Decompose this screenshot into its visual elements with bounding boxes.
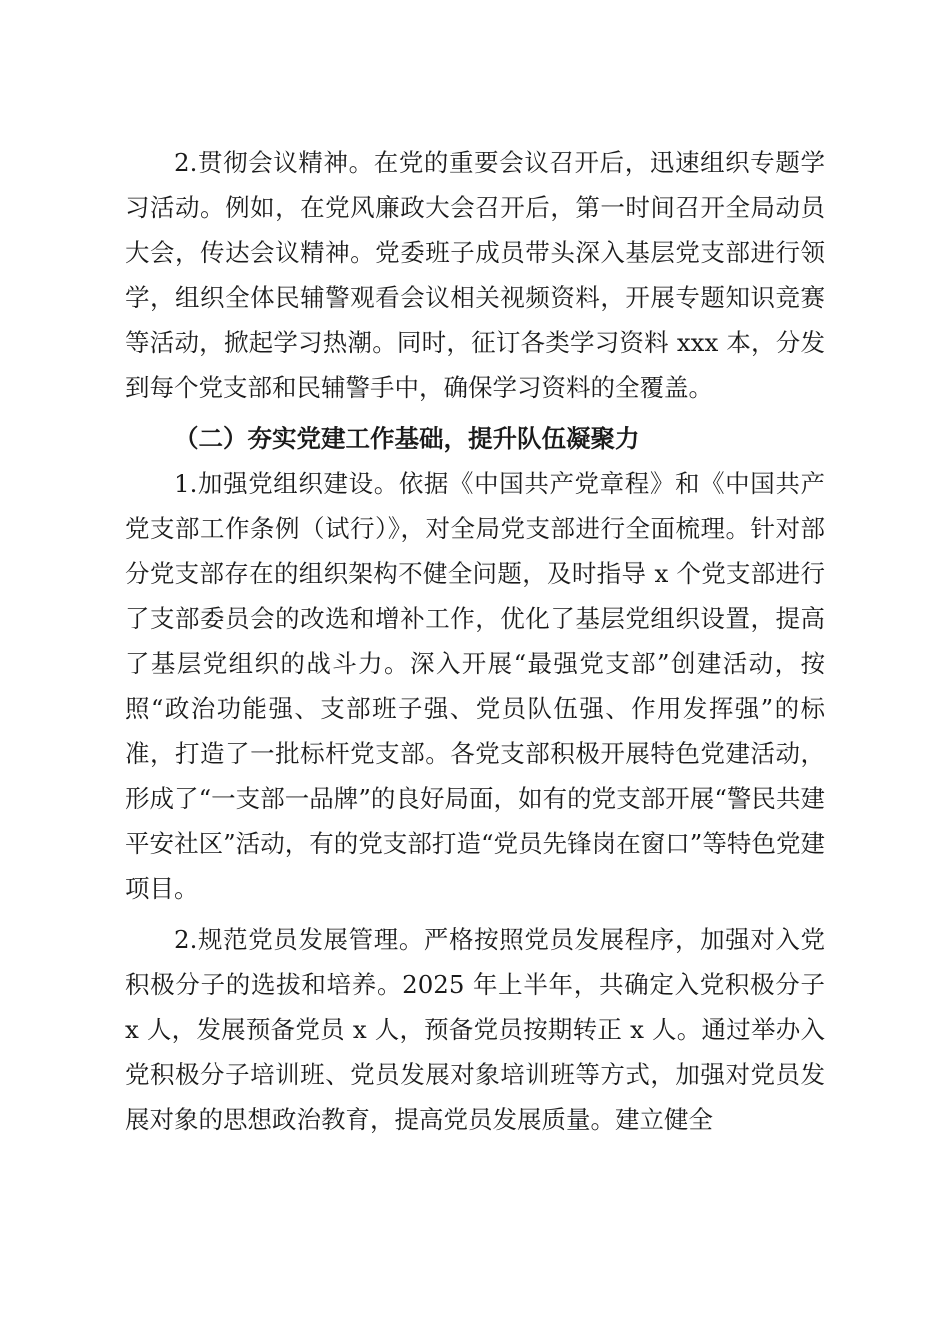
section-heading-party-building: （二）夯实党建工作基础，提升队伍凝聚力 <box>174 424 640 453</box>
paragraph-meeting-spirit: 2.贯彻会议精神。在党的重要会议召开后，迅速组织专题学习活动。例如，在党风廉政大会召开后，第一时间召开全局动员大会，传达会议精神。党委班子成员带头深入基层党支部进行领学，组织全体民辅警观看会议相关视频资料，开展专题知识竞赛等活动，掀起学习热潮。同时，征订各类学习资料 xxx 本，分发到每个党支部和民辅警手中，确保学习资料的全覆盖。 <box>125 148 825 402</box>
paragraph-party-organization: 1.加强党组织建设。依据《中国共产党章程》和《中国共产党支部工作条例（试行）》，对全局党支部进行全面梳理。针对部分党支部存在的组织架构不健全问题，及时指导 x 个党支部进行了支部委员会的改选和增补工作，优化了基层党组织设置，提高了基层党组织的战斗力。深入开展“最强党支部”创建活动，按照“政治功能强、支部班子强、党员队伍强、作用发挥强”的标准，打造了一批标杆党支部。各党支部积极开展特色党建活动，形成了“一支部一品牌”的良好局面，如有的党支部开展“警民共建平安社区”活动，有的党支部打造“党员先锋岗在窗口”等特色党建项目。 <box>125 469 825 903</box>
paragraph-member-development: 2.规范党员发展管理。严格按照党员发展程序，加强对入党积极分子的选拔和培养。2025 年上半年，共确定入党积极分子 x 人，发展预备党员 x 人，预备党员按期转正 x 人。通过举办入党积极分子培训班、党员发展对象培训班等方式，加强对党员发展对象的思想政治教育，提高党员发展质量。建立健全 <box>125 925 825 1134</box>
document-page <box>125 140 825 1142</box>
